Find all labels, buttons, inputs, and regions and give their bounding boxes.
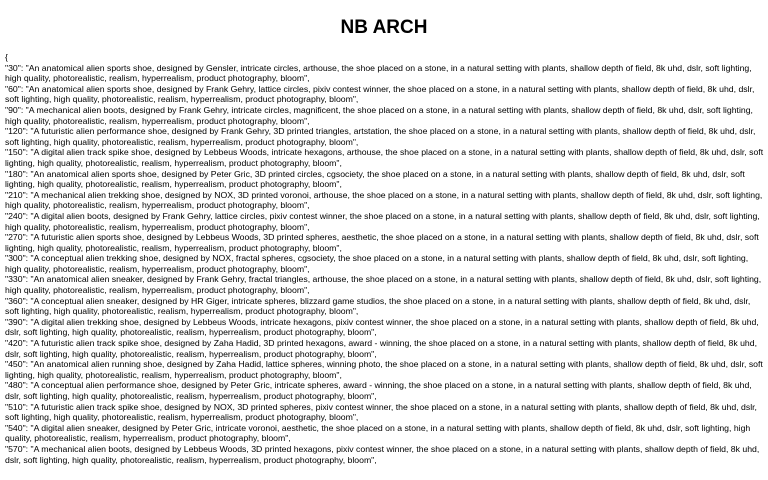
- prompt-entry: "60": "An anatomical alien sports shoe, designed by Frank Gehry, lattice circles, pixiv contest winner, the shoe placed on a stone, in a natural setting with plants, shallow depth of field, 8k uhd, dslr, soft lighting, high quality, photorealistic, realism, hyperrealism, product photography, bloom",: [5, 83, 755, 105]
- prompt-entry: "150": "A digital alien track spike shoe, designed by Lebbeus Woods, intricate hexagons, arthouse, the shoe placed on a stone, in a natural setting with plants, shallow depth of field, 8k uhd, dslr, soft lighting, high quality, photorealistic, realism, hyperrealism, product photography, bloom",: [5, 147, 764, 168]
- prompt-entry: "570": "A mechanical alien boots, designed by Lebbeus Woods, 3D printed hexagons, pixiv contest winner, the shoe placed on a stone, in a natural setting with plants, shallow depth of field, 8k uhd, dslr, soft lighting, high quality, photorealistic, realism, hyperrealism, product photography, bloom",: [5, 443, 760, 465]
- prompt-entry: "480": "A conceptual alien performance shoe, designed by Peter Gric, intricate spheres, award - winning, the shoe placed on a stone, in a natural setting with plants, shallow depth of field, 8k uhd, dslr, soft lighting, high quality, photorealistic, realism, hyperrealism, product photography, bloom",: [5, 380, 752, 401]
- page-title: NB ARCH: [340, 17, 428, 38]
- prompt-entry: "390": "A digital alien trekking shoe, designed by Lebbeus Woods, intricate hexagons, pixiv contest winner, the shoe placed on a stone, in a natural setting with plants, shallow depth of field, 8k uhd, dslr, soft lighting, high quality, photorealistic, realism, hyperrealism, product photography, bloom",: [5, 316, 759, 338]
- prompt-entry: "270": "A futuristic alien sports shoe, designed by Lebbeus Woods, 3D printed spheres, aesthetic, the shoe placed on a stone, in a natural setting with plants, shallow depth of field, 8k uhd, dslr, soft lighting, high quality, photorealistic, realism, hyperrealism, product photography, bloom",: [5, 232, 759, 253]
- prompt-entry: "210": "A mechanical alien trekking shoe, designed by NOX, 3D printed voronoi, arthouse, the shoe placed on a stone, in a natural setting with plants, shallow depth of field, 8k uhd, dslr, soft lighting, high quality, photorealistic, realism, hyperrealism, product photography, bloom",: [5, 189, 763, 211]
- prompt-entry: "450": "An anatomical alien running shoe, designed by Zaha Hadid, lattice spheres, winning photo, the shoe placed on a stone, in a natural setting with plants, shallow depth of field, 8k uhd, dslr, soft lighting, high quality, photorealistic, realism, hyperrealism, product photography, bloom",: [5, 359, 763, 380]
- prompt-entry: "90": "A mechanical alien boots, designed by Frank Gehry, intricate circles, magnificent, the shoe placed on a stone, in a natural setting with plants, shallow depth of field, 8k uhd, dslr, soft lighting, high quality, photorealistic, realism, hyperrealism, product photography, bloom",: [5, 104, 753, 126]
- prompt-entry: "330": "An anatomical alien sneaker, designed by Frank Gehry, fractal triangles, arthouse, the shoe placed on a stone, in a natural setting with plants, shallow depth of field, 8k uhd, dslr, soft lighting, high quality, photorealistic, realism, hyperrealism, product photography, bloom",: [5, 274, 762, 296]
- prompt-entry: "180": "An anatomical alien sports shoe, designed by Peter Gric, 3D printed circles, cgsociety, the shoe placed on a stone, in a natural setting with plants, shallow depth of field, 8k uhd, dslr, soft lighting, high quality, photorealistic, realism, hyperrealism, product photography, bloom",: [5, 168, 745, 190]
- prompt-entry: "30": "An anatomical alien sports shoe, designed by Gensler, intricate circles, arthouse, the shoe placed on a stone, in a natural setting with plants, shallow depth of field, 8k uhd, dslr, soft lighting, high quality, photorealistic, realism, hyperrealism, product photography, bloom",: [5, 62, 752, 84]
- prompt-entry: "240": "A digital alien boots, designed by Frank Gehry, lattice circles, pixiv contest winner, the shoe placed on a stone, in a natural setting with plants, shallow depth of field, 8k uhd, dslr, soft lighting, high quality, photorealistic, realism, hyperrealism, product photography, bloom",: [5, 210, 760, 232]
- prompt-entry: "540": "A digital alien sneaker, designed by Peter Gric, intricate voronoi, aesthetic, the shoe placed on a stone, in a natural setting with plants, shallow depth of field, 8k uhd, dslr, soft lighting, high quality, photorealistic, realism, hyperrealism, product photography, bloom",: [5, 422, 751, 444]
- prompt-entry: "300": "A conceptual alien trekking shoe, designed by NOX, fractal spheres, cgsociety, the shoe placed on a stone, in a natural setting with plants, shallow depth of field, 8k uhd, dslr, soft lighting, high quality, photorealistic, realism, hyperrealism, product photography, bloom",: [5, 253, 749, 274]
- open-brace: {: [5, 52, 8, 62]
- prompt-entry: "420": "A futuristic alien track spike shoe, designed by Zaha Hadid, 3D printed hexagons, award - winning, the shoe placed on a stone, in a natural setting with plants, shallow depth of field, 8k uhd, dslr, soft lighting, high quality, photorealistic, realism, hyperrealism, product photography, bloom",: [5, 338, 758, 359]
- prompt-entry: "360": "A conceptual alien sneaker, designed by HR Giger, intricate spheres, blizzard game studios, the shoe placed on a stone, in a natural setting with plants, shallow depth of field, 8k uhd, dslr, soft lighting, high quality, photorealistic, realism, hyperrealism, product photography, bloom",: [5, 295, 751, 317]
- prompt-list: [5, 52, 764, 465]
- prompt-entry: "510": "A futuristic alien track spike shoe, designed by NOX, 3D printed spheres, pixiv contest winner, the shoe placed on a stone, in a natural setting with plants, shallow depth of field, 8k uhd, dslr, soft lighting, high quality, photorealistic, realism, hyperrealism, product photography, bloom",: [5, 401, 757, 423]
- prompt-entry: "120": "A futuristic alien performance shoe, designed by Frank Gehry, 3D printed triangles, artstation, the shoe placed on a stone, in a natural setting with plants, shallow depth of field, 8k uhd, dslr, soft lighting, high quality, photorealistic, realism, hyperrealism, product photography, bloom",: [5, 126, 756, 147]
